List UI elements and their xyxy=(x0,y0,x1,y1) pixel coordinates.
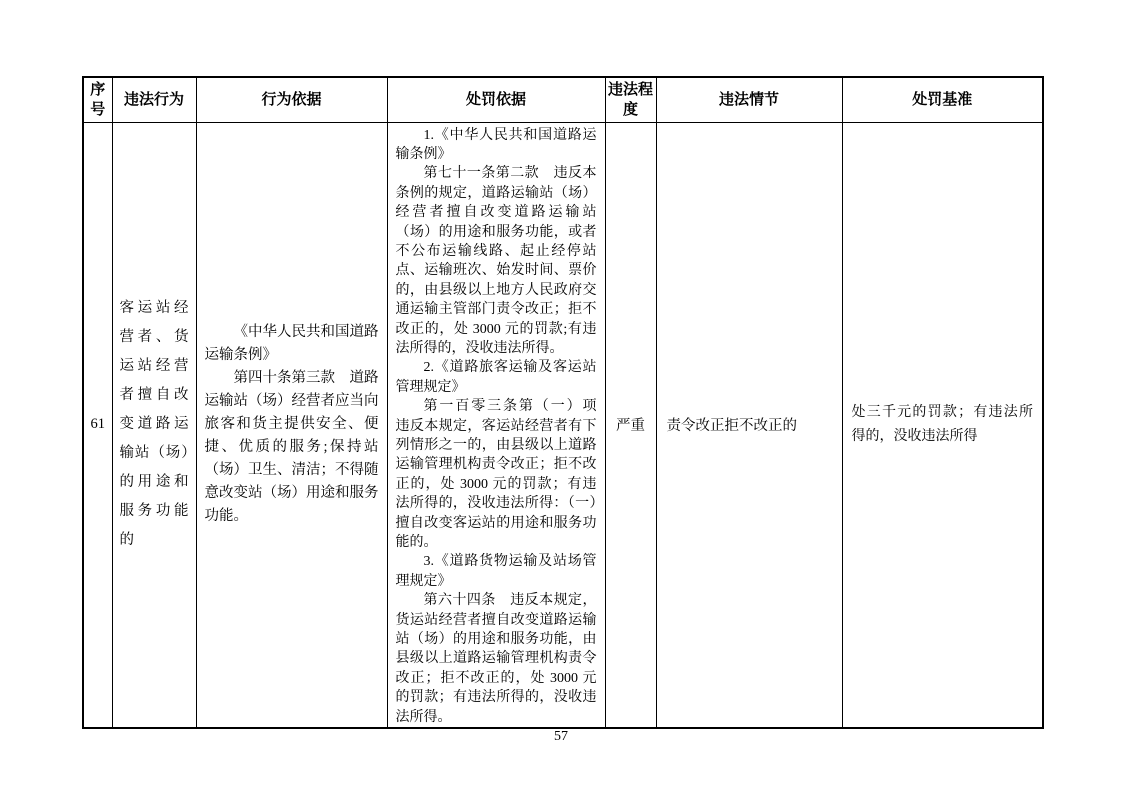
penalty-basis-paragraph: 第七十一条第二款 违反本条例的规定，道路运输站（场）经营者擅自改变道路运输站（场）的用途和服务功能，或者不公布运输线路、起止经停站点、运输班次、始发时间、票价的，由县级以上地方人民政府交通运输主管部门责令改正；拒不改正的，处 3000 元的罚款;有违法所得的，没收违法所得。 xyxy=(395,166,597,356)
cell-illegal-behavior: 客运站经营者、货运站经营者擅自改变道路运输站（场）的用途和服务功能的 xyxy=(112,122,196,728)
cell-penalty-basis xyxy=(387,122,611,728)
header-seq-no: 序号 xyxy=(83,77,112,122)
behavior-basis-paragraph: 《中华人民共和国道路运输条例》 xyxy=(204,324,379,364)
header-illegal-circumstances: 违法情节 xyxy=(656,77,842,122)
header-illegal-behavior: 违法行为 xyxy=(112,77,196,122)
penalty-basis-paragraph: 3.《道路货物运输及站场管理规定》 xyxy=(395,554,597,589)
cell-penalty-standard: 处三千元的罚款；有违法所得的，没收违法所得 xyxy=(842,122,1043,728)
table-row xyxy=(83,122,1043,728)
header-penalty-basis: 处罚依据 xyxy=(387,77,605,122)
penalty-standards-table xyxy=(82,76,1044,729)
page-number: 57 xyxy=(554,729,568,744)
penalty-basis-paragraph: 1.《中华人民共和国道路运输条例》 xyxy=(395,127,597,162)
penalty-basis-paragraph: 第六十四条 违反本规定，货运站经营者擅自改变道路运输站（场）的用途和服务功能，由县级以上道路运输管理机构责令改正；拒不改正的，处 3000 元的罚款；有违法所得的，没收违法所得。 xyxy=(395,593,597,725)
cell-behavior-basis xyxy=(196,122,387,728)
header-illegal-degree: 违法程度 xyxy=(605,77,656,122)
penalty-basis-paragraph: 2.《道路旅客运输及客运站管理规定》 xyxy=(395,360,597,395)
table-header-row xyxy=(83,77,1043,122)
header-penalty-standard: 处罚基准 xyxy=(842,77,1043,122)
behavior-basis-paragraph: 第四十条第三款 道路运输站（场）经营者应当向旅客和货主提供安全、便捷、优质的服务;保持站（场）卫生、清洁；不得随意改变站（场）用途和服务功能。 xyxy=(204,370,379,525)
header-behavior-basis: 行为依据 xyxy=(196,77,387,122)
penalty-basis-paragraph: 第一百零三条第（一）项 违反本规定，客运站经营者有下列情形之一的，由县级以上道路运输管理机构责令改正；拒不改正的，处 3000 元的罚款；有违法所得的，没收违法所得：（一）擅自改变客运站的用途和服务功能的。 xyxy=(395,399,611,551)
cell-illegal-degree: 严重 xyxy=(605,122,656,728)
cell-seq-no: 61 xyxy=(83,122,112,728)
cell-illegal-circumstances: 责令改正拒不改正的 xyxy=(656,122,842,728)
